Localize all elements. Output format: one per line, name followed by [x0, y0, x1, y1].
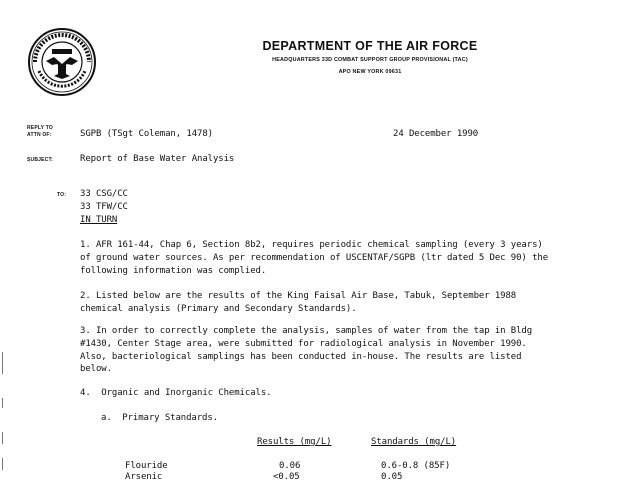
table-cell-result: 0.06 [279, 461, 301, 471]
paragraph-4: 4. Organic and Inorganic Chemicals. [80, 388, 272, 398]
table-cell-chemical: Arsenic [125, 472, 163, 482]
recipient-line: 33 TFW/CC [80, 202, 128, 212]
recipient-line: 33 CSG/CC [80, 189, 128, 199]
scan-margin-mark [2, 432, 3, 444]
table-cell-result: <0.05 [273, 472, 300, 482]
subject-label: SUBJECT: [27, 157, 54, 163]
letterhead-subtitle: HEADQUARTERS 33D COMBAT SUPPORT GROUP PROVISIONAL (TAC) [272, 57, 468, 63]
letterhead-address: APO NEW YORK 09631 [338, 69, 402, 75]
scan-margin-mark [2, 398, 3, 408]
table-header-standards: Standards (mg/L) [371, 437, 457, 447]
attn-of-label: ATTN OF: [27, 132, 52, 138]
attn-of-value: SGPB (TSgt Coleman, 1478) [80, 129, 213, 139]
table-cell-standard: 0.05 [381, 472, 403, 482]
scan-margin-mark [2, 458, 3, 470]
paragraph-3: 3. In order to correctly complete the analysis, samples of water from the tap in Bldg #1430, Center Stage area, were submitted for radiological analysis in November 1990. Also, bacteriological samplings has been conducted in-house. The results are listed below. [80, 326, 533, 375]
paragraph-2: 2. Listed below are the results of the King Faisal Air Base, Tabuk, September 1988 chemical analysis (Primary and Secondary Standards). [80, 291, 517, 314]
table-header-results: Results (mg/L) [257, 437, 332, 447]
paragraph-1: 1. AFR 161-44, Chap 6, Section 8b2, requires periodic chemical sampling (every 3 years) of ground water sources. As per recommendation of USCENTAF/SGPB (ltr dated 5 Dec 90) the following information was complied. [80, 240, 549, 276]
paragraph-4a: a. Primary Standards. [101, 413, 219, 423]
department-seal-icon [27, 27, 97, 97]
reply-to-label: REPLY TO [27, 125, 53, 131]
table-cell-chemical: Flouride [125, 461, 168, 471]
scan-margin-mark [2, 352, 3, 374]
subject-value: Report of Base Water Analysis [80, 154, 235, 164]
recipient-line: IN TURN [80, 215, 118, 225]
letterhead-title: DEPARTMENT OF THE AIR FORCE [262, 39, 478, 53]
table-cell-standard: 0.6-0.8 (85F) [381, 461, 451, 471]
to-label: TO: [57, 192, 67, 198]
memo-date: 24 December 1990 [393, 129, 479, 139]
